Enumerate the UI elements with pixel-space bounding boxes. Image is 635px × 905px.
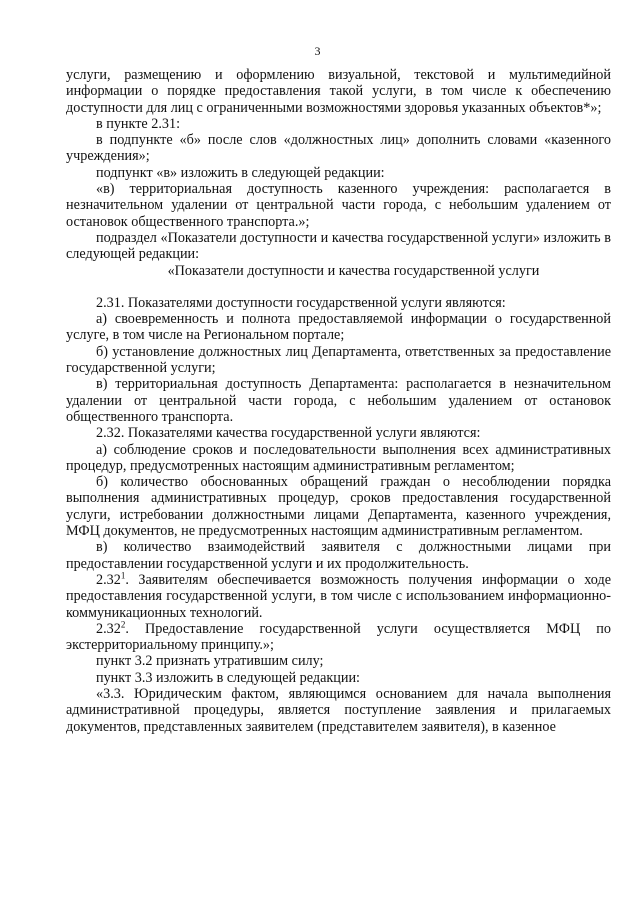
paragraph (66, 295, 611, 311)
paragraph-text: б) количество обоснованных обращений граждан о несоблюдении порядка выполнения административных процедур, сроков предоставления государственной услуги, истребовании должностными лицами Департамента, казенного учреждения, МФЦ документов, не предусмотренных настоящим административным регламентом. (66, 474, 611, 540)
section-heading (66, 263, 611, 279)
paragraph-text: пункт 3.2 признать утратившим силу; (96, 653, 324, 670)
paragraph (66, 670, 611, 686)
paragraph-text: пункт 3.3 изложить в следующей редакции: (96, 669, 360, 686)
paragraph-text: «3.3. Юридическим фактом, являющимся основанием для начала выполнения административной процедуры, является поступление заявления и прилагаемых документов, представленных заявителем (представителем заявителя), в казенное (66, 685, 611, 735)
paragraph (66, 132, 611, 165)
paragraph (66, 572, 611, 621)
document-body (66, 67, 611, 735)
paragraph-text: . Заявителям обеспечивается возможность получения информации о ходе предоставления государственной услуги, в том числе с использованием информационно-коммуникационных технологий. (66, 571, 611, 621)
clause-superscript: 2 (120, 619, 126, 630)
paragraph-text: в пункте 2.31: (96, 115, 181, 132)
paragraph (66, 425, 611, 441)
paragraph (66, 165, 611, 181)
paragraph-text: «в) территориальная доступность казенного учреждения: располагается в незначительном удалении от центральной части города, с небольшим удалением от остановок общественного транспорта.»; (66, 181, 611, 230)
paragraph (66, 686, 611, 735)
paragraph-text: «Показатели доступности и качества государственной услуги (167, 262, 540, 279)
paragraph-text: 2.31. Показателями доступности государственной услуги являются: (96, 294, 506, 311)
paragraph-text: услуги, размещению и оформлению визуальной, текстовой и мультимедийной информации о порядке предоставления такой услуги, в том числе к обеспечению доступности для лиц с ограниченными возможностями здоровья указанных объектов*»; (66, 67, 611, 116)
paragraph (66, 230, 611, 263)
paragraph-text: в) количество взаимодействий заявителя с должностными лицами при предоставлении государственной услуги и их продолжительность. (66, 539, 611, 572)
paragraph (66, 116, 611, 132)
page-number: 3 (314, 44, 321, 58)
paragraph (66, 474, 611, 539)
paragraph-text: подпункт «в» изложить в следующей редакции: (96, 164, 385, 181)
paragraph (66, 621, 611, 654)
clause-number: 2.32 (96, 620, 121, 637)
paragraph (66, 181, 611, 230)
paragraph-text: а) своевременность и полнота предоставляемой информации о государственной услуге, в том числе на Региональном портале; (66, 311, 611, 344)
paragraph-text: б) установление должностных лиц Департамента, ответственных за предоставление государственной услуги; (66, 343, 611, 377)
paragraph-text: в) территориальная доступность Департамента: располагается в незначительном удалении от центральной части города, с небольшим удалением от остановок общественного транспорта. (66, 376, 611, 425)
paragraph (66, 653, 611, 669)
paragraph (66, 376, 611, 425)
clause-number: 2.32 (96, 571, 121, 588)
paragraph (66, 67, 611, 116)
paragraph (66, 311, 611, 344)
paragraph (66, 344, 611, 377)
paragraph-text: . Предоставление государственной услуги осуществляется МФЦ по экстерриториальному принципу.»; (66, 620, 611, 654)
paragraph-text: в подпункте «б» после слов «должностных лиц» дополнить словами «казенного учреждения»; (66, 132, 611, 165)
clause-superscript: 1 (120, 570, 126, 581)
paragraph-text: подраздел «Показатели доступности и качества государственной услуги» изложить в следующей редакции: (66, 229, 611, 263)
paragraph-text: а) соблюдение сроков и последовательности выполнения всех административных процедур, предусмотренных настоящим административным регламентом; (66, 441, 611, 474)
paragraph-text: 2.32. Показателями качества государственной услуги являются: (96, 425, 481, 442)
paragraph-gap (66, 279, 611, 295)
paragraph (66, 539, 611, 572)
paragraph (66, 442, 611, 475)
